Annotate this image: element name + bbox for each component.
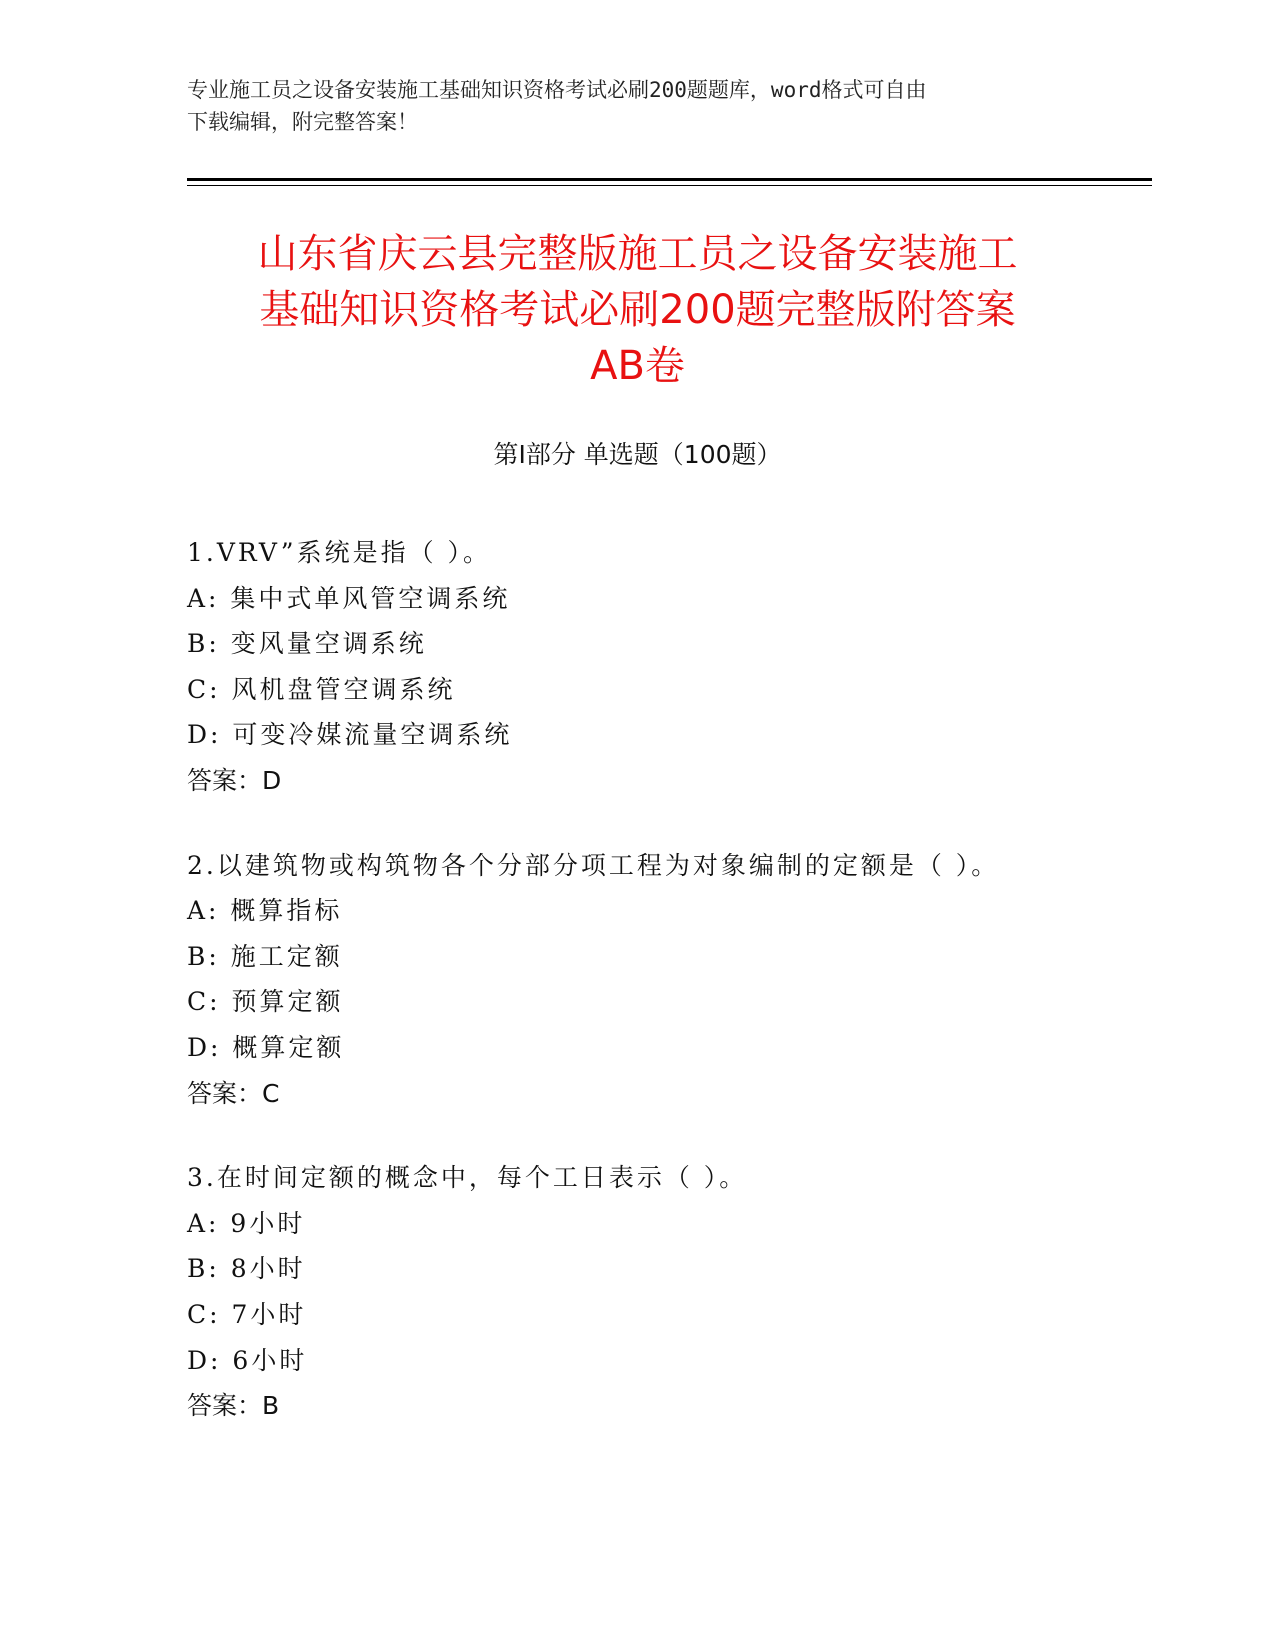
answer: 答案：B <box>187 1391 280 1421</box>
header-note-line-1: 专业施工员之设备安装施工基础知识资格考试必刷200题题库，word格式可自由 <box>187 78 927 102</box>
question-3 <box>187 1155 1087 1429</box>
option-d: D: 可变冷媒流量空调系统 <box>187 720 513 750</box>
option-b: B: 变风量空调系统 <box>187 629 427 659</box>
option-b: B: 施工定额 <box>187 941 343 971</box>
question-stem: 1.VRV”系统是指（ ）。 <box>187 538 492 567</box>
option-d: D: 概算定额 <box>187 1032 345 1062</box>
answer: 答案：D <box>187 765 282 795</box>
option-a: A: 概算指标 <box>187 896 343 926</box>
header-note-line-2: 下载编辑，附完整答案！ <box>187 110 418 134</box>
question-2 <box>187 843 1087 1117</box>
answer: 答案：C <box>187 1078 280 1108</box>
option-b: B: 8小时 <box>187 1254 306 1284</box>
document-title <box>150 226 1125 394</box>
title-line-3: AB卷 <box>590 343 685 389</box>
header-rule-thick <box>187 178 1152 181</box>
option-a: A: 9小时 <box>187 1208 306 1238</box>
header-note <box>187 74 1087 138</box>
question-list <box>187 530 1087 1468</box>
question-stem: 2.以建筑物或构筑物各个分部分项工程为对象编制的定额是（ ）。 <box>187 850 1000 880</box>
title-line-2: 基础知识资格考试必刷200题完整版附答案 <box>259 287 1016 333</box>
question-stem: 3.在时间定额的概念中，每个工日表示（ ）。 <box>187 1163 748 1193</box>
question-1 <box>187 530 1087 804</box>
header-rule-thin <box>187 185 1152 186</box>
option-c: C: 风机盘管空调系统 <box>187 674 456 704</box>
option-d: D: 6小时 <box>187 1345 308 1375</box>
section-heading: 第Ⅰ部分 单选题（100题） <box>493 440 782 469</box>
title-line-1: 山东省庆云县完整版施工员之设备安装施工 <box>257 231 1018 277</box>
option-c: C: 预算定额 <box>187 987 344 1017</box>
option-c: C: 7小时 <box>187 1299 307 1329</box>
option-a: A: 集中式单风管空调系统 <box>187 583 511 613</box>
